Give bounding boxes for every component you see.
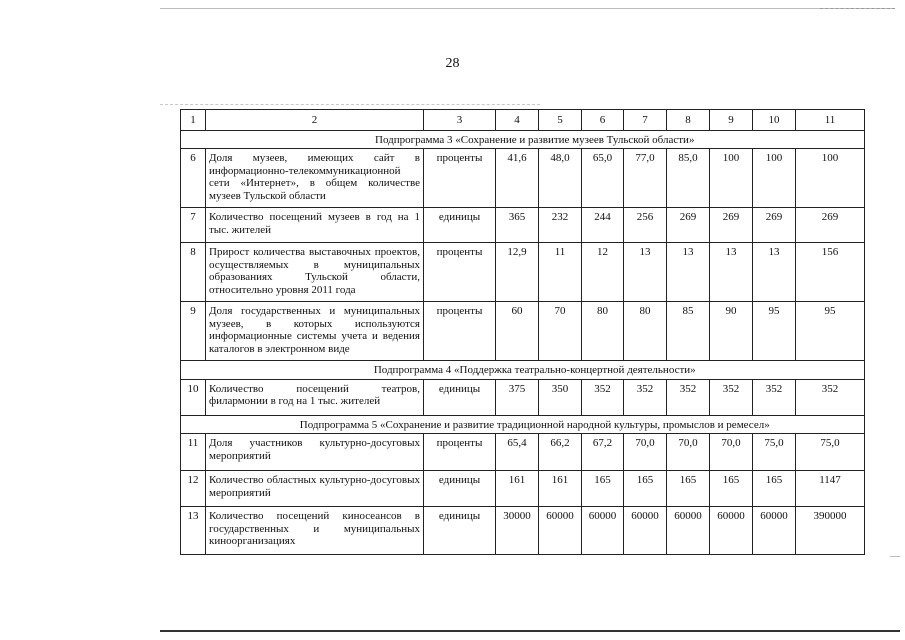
- table-row: [181, 208, 865, 243]
- value-cell: 60: [496, 302, 539, 361]
- value-cell: 1147: [796, 471, 865, 507]
- indicator-name: Доля участников культурно-досуговых мероприятий: [206, 434, 424, 471]
- value-cell: 90: [710, 302, 753, 361]
- value-cell: 60000: [753, 507, 796, 555]
- section-row-subprogram-5: [181, 415, 865, 434]
- value-cell: 65,4: [496, 434, 539, 471]
- value-cell: 70: [539, 302, 582, 361]
- unit-cell: единицы: [424, 379, 496, 415]
- value-cell: 156: [796, 243, 865, 302]
- value-cell: 75,0: [796, 434, 865, 471]
- indicators-table: [180, 109, 865, 555]
- value-cell: 70,0: [710, 434, 753, 471]
- row-number: 12: [181, 471, 206, 507]
- column-number-cell: 5: [539, 110, 582, 131]
- section-row-subprogram-3: [181, 130, 865, 149]
- column-number-cell: 11: [796, 110, 865, 131]
- unit-cell: единицы: [424, 208, 496, 243]
- value-cell: 365: [496, 208, 539, 243]
- value-cell: 232: [539, 208, 582, 243]
- value-cell: 390000: [796, 507, 865, 555]
- value-cell: 65,0: [582, 149, 624, 208]
- value-cell: 13: [624, 243, 667, 302]
- page-number: 28: [445, 56, 460, 71]
- value-cell: 352: [667, 379, 710, 415]
- value-cell: 12,9: [496, 243, 539, 302]
- section-spacer-cell: [181, 130, 206, 149]
- column-number-cell: 10: [753, 110, 796, 131]
- column-number-row: [181, 110, 865, 131]
- value-cell: 352: [796, 379, 865, 415]
- indicator-name: Количество посещений музеев в год на 1 тыс. жителей: [206, 208, 424, 243]
- table-row: [181, 507, 865, 555]
- value-cell: 60000: [667, 507, 710, 555]
- section-heading: Подпрограмма 5 «Сохранение и развитие традиционной народной культуры, промыслов и ремесел»: [206, 415, 865, 434]
- column-number-cell: 3: [424, 110, 496, 131]
- value-cell: 350: [539, 379, 582, 415]
- indicator-name: Доля музеев, имеющих сайт в информационно-телекоммуникационной сети «Интернет», в общем количестве музеев Тульской области: [206, 149, 424, 208]
- unit-cell: проценты: [424, 149, 496, 208]
- value-cell: 165: [624, 471, 667, 507]
- table-row: [181, 379, 865, 415]
- value-cell: 161: [539, 471, 582, 507]
- value-cell: 12: [582, 243, 624, 302]
- value-cell: 100: [753, 149, 796, 208]
- value-cell: 165: [582, 471, 624, 507]
- value-cell: 13: [667, 243, 710, 302]
- table-row: [181, 243, 865, 302]
- value-cell: 269: [710, 208, 753, 243]
- column-number-cell: 2: [206, 110, 424, 131]
- value-cell: 375: [496, 379, 539, 415]
- value-cell: 100: [796, 149, 865, 208]
- value-cell: 80: [582, 302, 624, 361]
- unit-cell: проценты: [424, 434, 496, 471]
- row-number: 11: [181, 434, 206, 471]
- value-cell: 80: [624, 302, 667, 361]
- column-number-cell: 6: [582, 110, 624, 131]
- value-cell: 352: [753, 379, 796, 415]
- indicator-name: Прирост количества выставочных проектов, осуществляемых в муниципальных образованиях Тульской области, относительно уровня 2011 года: [206, 243, 424, 302]
- scan-top-rule-dashed: [820, 8, 895, 9]
- indicator-name: Количество областных культурно-досуговых мероприятий: [206, 471, 424, 507]
- row-number: 7: [181, 208, 206, 243]
- column-number-cell: 8: [667, 110, 710, 131]
- value-cell: 60000: [624, 507, 667, 555]
- value-cell: 60000: [539, 507, 582, 555]
- unit-cell: проценты: [424, 243, 496, 302]
- table-row: [181, 434, 865, 471]
- value-cell: 165: [710, 471, 753, 507]
- value-cell: 165: [667, 471, 710, 507]
- value-cell: 352: [710, 379, 753, 415]
- table-row: [181, 302, 865, 361]
- value-cell: 85,0: [667, 149, 710, 208]
- value-cell: 66,2: [539, 434, 582, 471]
- value-cell: 13: [753, 243, 796, 302]
- value-cell: 77,0: [624, 149, 667, 208]
- column-number-cell: 7: [624, 110, 667, 131]
- section-spacer-cell: [181, 415, 206, 434]
- column-number-cell: 4: [496, 110, 539, 131]
- unit-cell: единицы: [424, 471, 496, 507]
- row-number: 13: [181, 507, 206, 555]
- unit-cell: единицы: [424, 507, 496, 555]
- value-cell: 269: [667, 208, 710, 243]
- column-number-cell: 1: [181, 110, 206, 131]
- value-cell: 352: [582, 379, 624, 415]
- indicator-name: Количество посещений киносеансов в государственных и муниципальных киноорганизациях: [206, 507, 424, 555]
- value-cell: 85: [667, 302, 710, 361]
- scan-top-rule: [160, 8, 895, 9]
- row-number: 10: [181, 379, 206, 415]
- row-number: 6: [181, 149, 206, 208]
- value-cell: 95: [753, 302, 796, 361]
- value-cell: 269: [753, 208, 796, 243]
- table-row: [181, 471, 865, 507]
- value-cell: 67,2: [582, 434, 624, 471]
- unit-cell: проценты: [424, 302, 496, 361]
- section-row-subprogram-4: [181, 361, 865, 380]
- row-number: 8: [181, 243, 206, 302]
- value-cell: 269: [796, 208, 865, 243]
- indicator-name: Количество посещений театров, филармонии в год на 1 тыс. жителей: [206, 379, 424, 415]
- section-spacer-cell: [181, 361, 206, 380]
- value-cell: 30000: [496, 507, 539, 555]
- value-cell: 161: [496, 471, 539, 507]
- value-cell: 165: [753, 471, 796, 507]
- section-heading: Подпрограмма 3 «Сохранение и развитие музеев Тульской области»: [206, 130, 865, 149]
- value-cell: 256: [624, 208, 667, 243]
- value-cell: 75,0: [753, 434, 796, 471]
- value-cell: 95: [796, 302, 865, 361]
- scan-side-mark: [890, 556, 900, 557]
- row-number: 9: [181, 302, 206, 361]
- column-number-cell: 9: [710, 110, 753, 131]
- value-cell: 60000: [710, 507, 753, 555]
- scan-bottom-rule: [160, 630, 900, 632]
- section-heading: Подпрограмма 4 «Поддержка театрально-концертной деятельности»: [206, 361, 865, 380]
- value-cell: 70,0: [667, 434, 710, 471]
- scan-artifact-dashes: [160, 104, 540, 105]
- value-cell: 13: [710, 243, 753, 302]
- value-cell: 11: [539, 243, 582, 302]
- value-cell: 70,0: [624, 434, 667, 471]
- value-cell: 352: [624, 379, 667, 415]
- indicator-name: Доля государственных и муниципальных музеев, в которых используются информационные системы учета и ведения каталогов в электронном виде: [206, 302, 424, 361]
- value-cell: 60000: [582, 507, 624, 555]
- value-cell: 48,0: [539, 149, 582, 208]
- value-cell: 244: [582, 208, 624, 243]
- table-row: [181, 149, 865, 208]
- value-cell: 41,6: [496, 149, 539, 208]
- value-cell: 100: [710, 149, 753, 208]
